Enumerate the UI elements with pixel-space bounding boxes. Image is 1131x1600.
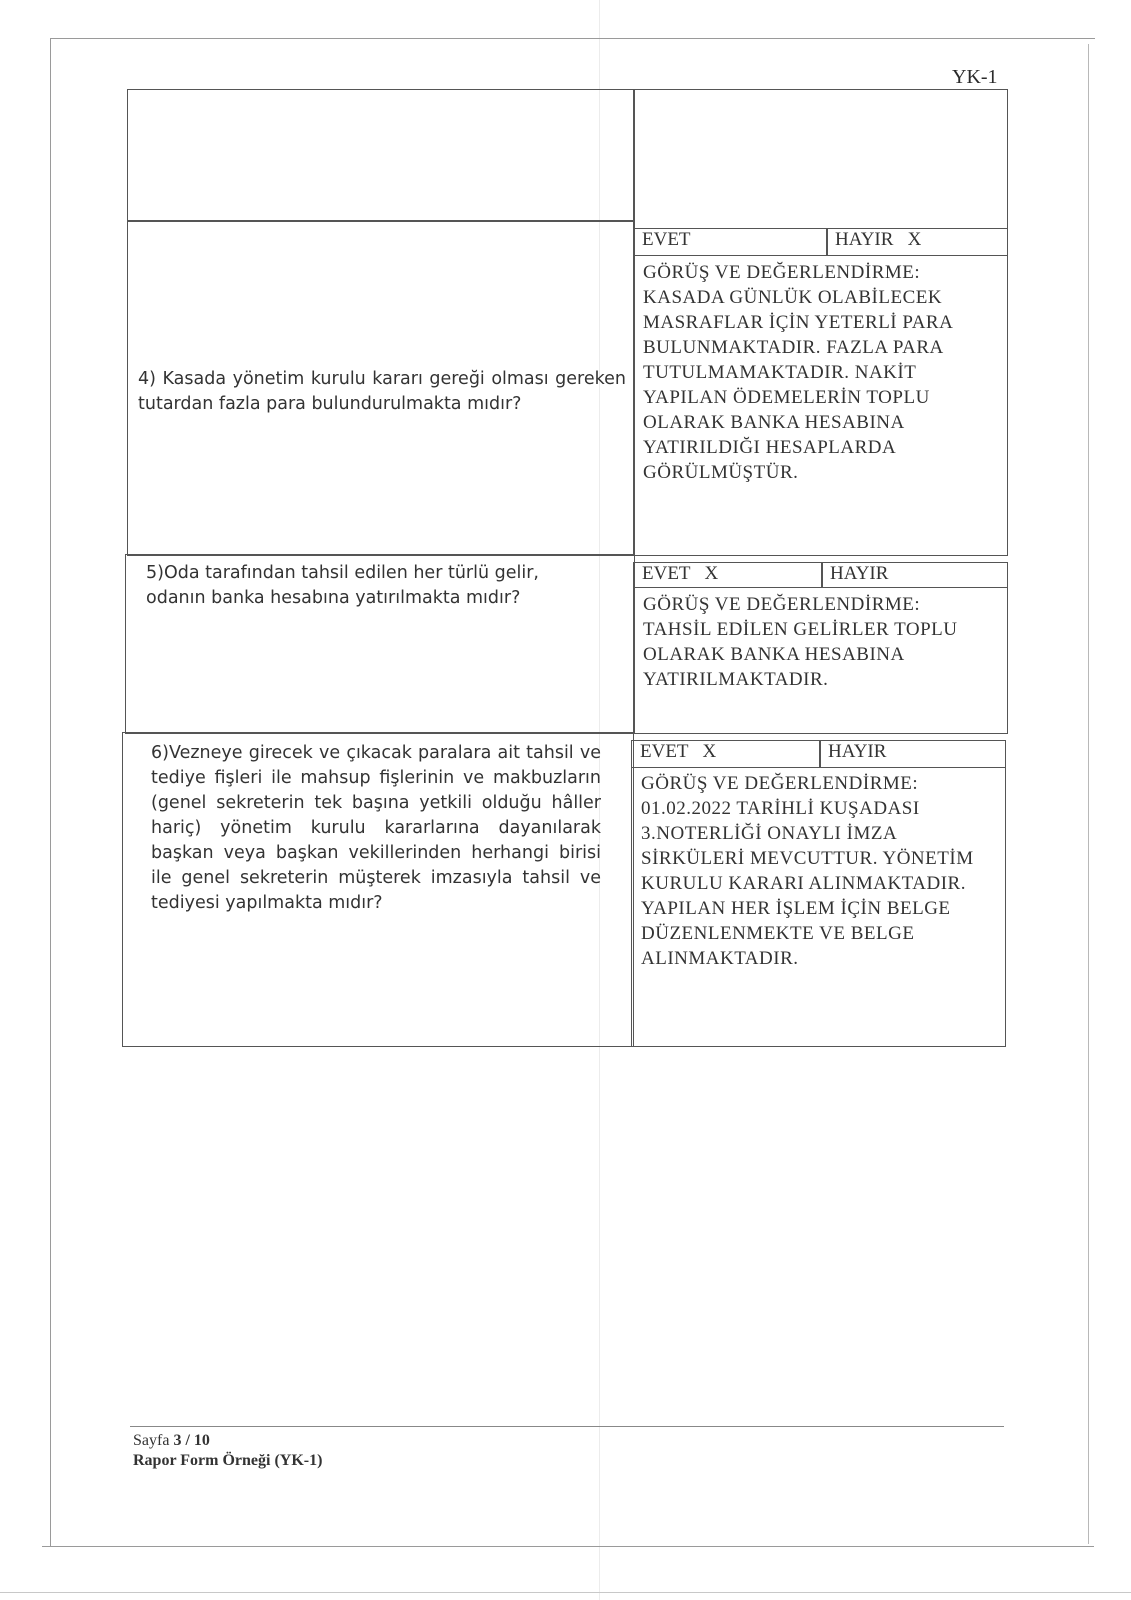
question-text-5 bbox=[146, 561, 616, 611]
page-frame-bottom bbox=[42, 1546, 1094, 1547]
comment-5: GÖRÜŞ VE DEĞERLENDİRME: TAHSİL EDİLEN GELİRLER TOPLU OLARAK BANKA HESABINA YATIRILMAKTADIR. bbox=[643, 594, 958, 690]
hayir-box-5[interactable] bbox=[821, 562, 1008, 588]
hayir-box-4[interactable] bbox=[826, 228, 1008, 256]
evet-label-5: EVET X bbox=[642, 563, 719, 584]
hayir-label-6: HAYIR bbox=[828, 741, 887, 762]
page-frame-right bbox=[1088, 44, 1089, 1544]
hayir-label-5: HAYIR bbox=[830, 563, 889, 584]
empty-answer-cell bbox=[633, 89, 1008, 229]
question-body-4: Kasada yönetim kurulu kararı gereği olması gereken tutardan fazla para bulundurulmakta mıdır? bbox=[138, 369, 626, 414]
evet-box-4[interactable] bbox=[633, 228, 828, 256]
question-body-5: Oda tarafından tahsil edilen her türlü gelir, odanın banka hesabına yatırılmakta mıdır? bbox=[146, 563, 539, 608]
question-cell-5 bbox=[125, 554, 635, 734]
empty-question-cell bbox=[127, 89, 635, 222]
form-title: Rapor Form Örneği (YK-1) bbox=[133, 1452, 323, 1469]
hayir-box-6[interactable] bbox=[819, 740, 1006, 768]
comment-6: GÖRÜŞ VE DEĞERLENDİRME: 01.02.2022 TARİHLİ KUŞADASI 3.NOTERLİĞİ ONAYLI İMZA SİRKÜLERİ MEVCUTTUR. YÖNETİM KURULU KARARI ALINMAKTADIR. YAPILAN HER İŞLEM İÇİN BELGE DÜZENLENMEKTE VE BELGE ALINMAKTADIR. bbox=[641, 773, 974, 969]
question-number-4: 4) bbox=[138, 369, 156, 389]
question-number-5: 5) bbox=[146, 563, 164, 583]
question-text-4 bbox=[138, 367, 626, 417]
question-cell-4 bbox=[127, 220, 635, 556]
evet-label-6: EVET X bbox=[640, 741, 717, 762]
evet-label-4: EVET bbox=[642, 229, 691, 250]
page-prefix: Sayfa bbox=[133, 1432, 174, 1449]
scan-edge bbox=[0, 1592, 1131, 1593]
question-body-6: Vezneye girecek ve çıkacak paralara ait tahsil ve tediye fişleri ile mahsup fişlerinin ve makbuzların (genel sekreterin tek başına yetkili olduğu hâller hariç) yönetim kurulu kararlarına dayanılarak başkan veya başkan vekillerinden herhangi birisi ile genel sekreterin müşterek imzasıyla tahsil ve tediyesi yapılmakta mıdır? bbox=[151, 743, 601, 913]
question-text-6 bbox=[151, 741, 601, 916]
footer-rule bbox=[130, 1426, 1004, 1427]
question-cell-6 bbox=[122, 732, 634, 1047]
page-number bbox=[133, 1432, 322, 1450]
evet-box-6[interactable] bbox=[631, 740, 821, 768]
comment-4: GÖRÜŞ VE DEĞERLENDİRME: KASADA GÜNLÜK OLABİLECEK MASRAFLAR İÇİN YETERLİ PARA BULUNMAKTADIR. FAZLA PARA TUTULMAMAKTADIR. NAKİT YAPILAN ÖDEMELERİN TOPLU OLARAK BANKA HESABINA YATIRILDIĞI HESAPLARDA GÖRÜLMÜŞTÜR. bbox=[643, 262, 954, 483]
form-code: YK-1 bbox=[952, 66, 998, 88]
page-count: 3 / 10 bbox=[173, 1432, 210, 1449]
footer bbox=[133, 1432, 322, 1470]
question-number-6: 6) bbox=[151, 743, 169, 763]
hayir-label-4: HAYIR X bbox=[835, 229, 922, 250]
evet-box-5[interactable] bbox=[633, 562, 823, 588]
